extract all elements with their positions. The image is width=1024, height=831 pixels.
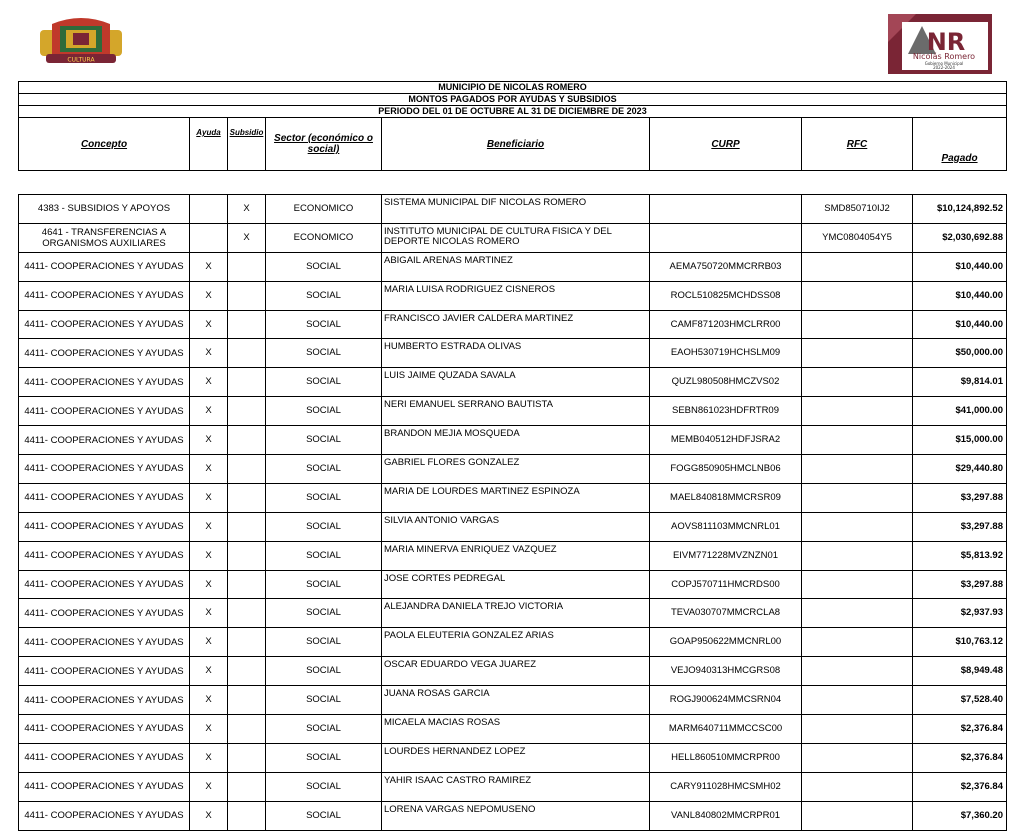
cell-beneficiario: MARIA MINERVA ENRIQUEZ VAZQUEZ	[382, 541, 650, 570]
cell-pagado: $41,000.00	[913, 397, 1007, 426]
cell-beneficiario: HUMBERTO ESTRADA OLIVAS	[382, 339, 650, 368]
cell-rfc	[802, 772, 913, 801]
cell-pagado: $2,376.84	[913, 772, 1007, 801]
cell-ayuda: X	[190, 686, 228, 715]
cell-ayuda: X	[190, 570, 228, 599]
cell-subsidio	[228, 743, 266, 772]
col-header-pagado: Pagado	[913, 118, 1007, 171]
cell-beneficiario: MARIA DE LOURDES MARTINEZ ESPINOZA	[382, 483, 650, 512]
cell-ayuda: X	[190, 801, 228, 830]
cell-subsidio	[228, 426, 266, 455]
cell-curp: FOGG850905HMCLNB06	[650, 455, 802, 484]
table-row	[19, 715, 1007, 744]
cell-curp: VEJO940313HMCGRS08	[650, 657, 802, 686]
report-period-title: PERIODO DEL 01 DE OCTUBRE AL 31 DE DICIEMBRE DE 2023	[19, 106, 1007, 118]
cell-sector: SOCIAL	[266, 252, 382, 281]
cell-sector: SOCIAL	[266, 310, 382, 339]
cell-concepto: 4411- COOPERACIONES Y AYUDAS	[19, 599, 190, 628]
cell-concepto: 4411- COOPERACIONES Y AYUDAS	[19, 368, 190, 397]
cell-curp: VANL840802MMCRPR01	[650, 801, 802, 830]
cell-subsidio	[228, 772, 266, 801]
cell-beneficiario: GABRIEL FLORES GONZALEZ	[382, 455, 650, 484]
cell-subsidio	[228, 252, 266, 281]
cell-pagado: $50,000.00	[913, 339, 1007, 368]
cell-rfc	[802, 628, 913, 657]
report-municipality-title: MUNICIPIO DE NICOLAS ROMERO	[19, 82, 1007, 94]
table-row	[19, 195, 1007, 224]
cell-subsidio: X	[228, 223, 266, 252]
cell-curp: EIVM771228MVZNZN01	[650, 541, 802, 570]
cell-ayuda: X	[190, 397, 228, 426]
cell-subsidio	[228, 455, 266, 484]
table-row	[19, 772, 1007, 801]
cell-curp: MEMB040512HDFJSRA2	[650, 426, 802, 455]
cell-curp: MAEL840818MMCRSR09	[650, 483, 802, 512]
cell-ayuda: X	[190, 628, 228, 657]
report-subject-title: MONTOS PAGADOS POR AYUDAS Y SUBSIDIOS	[19, 94, 1007, 106]
cell-curp: ROCL510825MCHDSS08	[650, 281, 802, 310]
cell-ayuda: X	[190, 743, 228, 772]
svg-text:Gobierno Municipal: Gobierno Municipal	[924, 61, 964, 66]
cell-concepto: 4383 - SUBSIDIOS Y APOYOS	[19, 195, 190, 224]
cell-pagado: $5,813.92	[913, 541, 1007, 570]
cell-beneficiario: YAHIR ISAAC CASTRO RAMIREZ	[382, 772, 650, 801]
cell-beneficiario: FRANCISCO JAVIER CALDERA MARTINEZ	[382, 310, 650, 339]
table-row	[19, 570, 1007, 599]
cell-sector: SOCIAL	[266, 397, 382, 426]
cell-subsidio	[228, 715, 266, 744]
table-row	[19, 599, 1007, 628]
cell-concepto: 4411- COOPERACIONES Y AYUDAS	[19, 570, 190, 599]
cell-concepto: 4411- COOPERACIONES Y AYUDAS	[19, 512, 190, 541]
cell-beneficiario: SILVIA ANTONIO VARGAS	[382, 512, 650, 541]
cell-sector: SOCIAL	[266, 657, 382, 686]
cell-pagado: $29,440.80	[913, 455, 1007, 484]
table-row	[19, 339, 1007, 368]
cell-sector: SOCIAL	[266, 715, 382, 744]
cell-curp: ROGJ900624MMCSRN04	[650, 686, 802, 715]
cell-ayuda: X	[190, 281, 228, 310]
table-row	[19, 483, 1007, 512]
cell-subsidio	[228, 397, 266, 426]
table-row	[19, 455, 1007, 484]
cell-subsidio	[228, 512, 266, 541]
cell-beneficiario: LUIS JAIME QUZADA SAVALA	[382, 368, 650, 397]
cell-rfc	[802, 397, 913, 426]
cell-rfc	[802, 570, 913, 599]
cell-pagado: $10,124,892.52	[913, 195, 1007, 224]
cell-beneficiario: JUANA ROSAS GARCIA	[382, 686, 650, 715]
cell-ayuda: X	[190, 368, 228, 397]
cell-rfc	[802, 715, 913, 744]
svg-text:CULTURA: CULTURA	[67, 56, 95, 64]
cell-subsidio	[228, 483, 266, 512]
cell-rfc	[802, 512, 913, 541]
cell-pagado: $2,030,692.88	[913, 223, 1007, 252]
table-row	[19, 801, 1007, 830]
cell-curp: SEBN861023HDFRTR09	[650, 397, 802, 426]
cell-pagado: $15,000.00	[913, 426, 1007, 455]
cell-pagado: $3,297.88	[913, 483, 1007, 512]
cell-ayuda	[190, 195, 228, 224]
cell-sector: ECONOMICO	[266, 195, 382, 224]
cell-rfc	[802, 801, 913, 830]
cell-concepto: 4411- COOPERACIONES Y AYUDAS	[19, 541, 190, 570]
table-row	[19, 223, 1007, 252]
cell-ayuda: X	[190, 426, 228, 455]
cell-ayuda: X	[190, 310, 228, 339]
table-row	[19, 397, 1007, 426]
cell-ayuda	[190, 223, 228, 252]
cell-beneficiario: OSCAR EDUARDO VEGA JUAREZ	[382, 657, 650, 686]
cell-pagado: $10,763.12	[913, 628, 1007, 657]
cell-pagado: $3,297.88	[913, 570, 1007, 599]
cell-concepto: 4411- COOPERACIONES Y AYUDAS	[19, 801, 190, 830]
cell-subsidio	[228, 570, 266, 599]
payments-table	[18, 194, 1007, 831]
cell-sector: SOCIAL	[266, 339, 382, 368]
cell-ayuda: X	[190, 772, 228, 801]
table-row	[19, 426, 1007, 455]
cell-curp	[650, 195, 802, 224]
cell-beneficiario: JOSE CORTES PEDREGAL	[382, 570, 650, 599]
svg-text:Nicolás Romero: Nicolás Romero	[912, 52, 976, 61]
cell-beneficiario: MARIA LUISA RODRIGUEZ CISNEROS	[382, 281, 650, 310]
cell-rfc	[802, 310, 913, 339]
cell-sector: SOCIAL	[266, 628, 382, 657]
cell-subsidio	[228, 686, 266, 715]
col-header-beneficiario: Beneficiario	[382, 118, 650, 171]
cell-concepto: 4411- COOPERACIONES Y AYUDAS	[19, 339, 190, 368]
cell-rfc: YMC0804054Y5	[802, 223, 913, 252]
cell-curp	[650, 223, 802, 252]
cell-subsidio	[228, 310, 266, 339]
cell-beneficiario: LOURDES HERNANDEZ LOPEZ	[382, 743, 650, 772]
cell-curp: EAOH530719HCHSLM09	[650, 339, 802, 368]
cell-pagado: $2,937.93	[913, 599, 1007, 628]
cell-ayuda: X	[190, 483, 228, 512]
col-header-concepto: Concepto	[19, 118, 190, 171]
cell-pagado: $3,297.88	[913, 512, 1007, 541]
cell-curp: HELL860510MMCRPR00	[650, 743, 802, 772]
cell-rfc	[802, 686, 913, 715]
cell-subsidio	[228, 599, 266, 628]
table-row	[19, 743, 1007, 772]
cell-concepto: 4411- COOPERACIONES Y AYUDAS	[19, 310, 190, 339]
svg-text:NR: NR	[926, 28, 966, 56]
cell-rfc: SMD850710IJ2	[802, 195, 913, 224]
cell-subsidio: X	[228, 195, 266, 224]
cell-beneficiario: ALEJANDRA DANIELA TREJO VICTORIA	[382, 599, 650, 628]
col-header-curp: CURP	[650, 118, 802, 171]
cell-curp: MARM640711MMCCSC00	[650, 715, 802, 744]
cell-beneficiario: BRANDON MEJIA MOSQUEDA	[382, 426, 650, 455]
cell-subsidio	[228, 628, 266, 657]
cell-concepto: 4411- COOPERACIONES Y AYUDAS	[19, 686, 190, 715]
cell-sector: SOCIAL	[266, 570, 382, 599]
cell-pagado: $7,528.40	[913, 686, 1007, 715]
cell-subsidio	[228, 541, 266, 570]
cell-rfc	[802, 426, 913, 455]
cell-concepto: 4411- COOPERACIONES Y AYUDAS	[19, 426, 190, 455]
cell-subsidio	[228, 801, 266, 830]
col-header-rfc: RFC	[802, 118, 913, 171]
table-row	[19, 628, 1007, 657]
cell-concepto: 4411- COOPERACIONES Y AYUDAS	[19, 483, 190, 512]
cell-ayuda: X	[190, 599, 228, 628]
cell-concepto: 4411- COOPERACIONES Y AYUDAS	[19, 455, 190, 484]
cell-ayuda: X	[190, 657, 228, 686]
table-row	[19, 512, 1007, 541]
cell-sector: ECONOMICO	[266, 223, 382, 252]
cell-sector: SOCIAL	[266, 281, 382, 310]
cell-pagado: $2,376.84	[913, 715, 1007, 744]
municipal-crest-logo	[38, 14, 124, 66]
cell-rfc	[802, 541, 913, 570]
administration-logo	[888, 14, 992, 74]
cell-curp: COPJ570711HMCRDS00	[650, 570, 802, 599]
cell-rfc	[802, 599, 913, 628]
cell-pagado: $10,440.00	[913, 281, 1007, 310]
cell-rfc	[802, 252, 913, 281]
cell-rfc	[802, 368, 913, 397]
cell-rfc	[802, 657, 913, 686]
cell-curp: AEMA750720MMCRRB03	[650, 252, 802, 281]
cell-concepto: 4411- COOPERACIONES Y AYUDAS	[19, 252, 190, 281]
cell-ayuda: X	[190, 512, 228, 541]
cell-pagado: $2,376.84	[913, 743, 1007, 772]
cell-sector: SOCIAL	[266, 686, 382, 715]
col-header-subsidio: Subsidio	[228, 118, 266, 171]
cell-concepto: 4411- COOPERACIONES Y AYUDAS	[19, 281, 190, 310]
cell-sector: SOCIAL	[266, 541, 382, 570]
cell-rfc	[802, 743, 913, 772]
table-row	[19, 252, 1007, 281]
cell-sector: SOCIAL	[266, 772, 382, 801]
cell-ayuda: X	[190, 455, 228, 484]
table-row	[19, 281, 1007, 310]
cell-sector: SOCIAL	[266, 743, 382, 772]
cell-ayuda: X	[190, 252, 228, 281]
cell-subsidio	[228, 339, 266, 368]
cell-ayuda: X	[190, 541, 228, 570]
cell-subsidio	[228, 368, 266, 397]
cell-beneficiario: SISTEMA MUNICIPAL DIF NICOLAS ROMERO	[382, 195, 650, 224]
cell-pagado: $8,949.48	[913, 657, 1007, 686]
cell-sector: SOCIAL	[266, 483, 382, 512]
cell-rfc	[802, 483, 913, 512]
col-header-ayuda: Ayuda	[190, 118, 228, 171]
cell-sector: SOCIAL	[266, 512, 382, 541]
cell-pagado: $7,360.20	[913, 801, 1007, 830]
payments-table-body	[19, 195, 1007, 831]
cell-pagado: $10,440.00	[913, 252, 1007, 281]
svg-text:2022-2024: 2022-2024	[933, 65, 955, 70]
cell-curp: QUZL980508HMCZVS02	[650, 368, 802, 397]
cell-concepto: 4411- COOPERACIONES Y AYUDAS	[19, 715, 190, 744]
cell-beneficiario: ABIGAIL ARENAS MARTINEZ	[382, 252, 650, 281]
table-row	[19, 686, 1007, 715]
cell-concepto: 4411- COOPERACIONES Y AYUDAS	[19, 397, 190, 426]
table-row	[19, 368, 1007, 397]
cell-sector: SOCIAL	[266, 801, 382, 830]
cell-concepto: 4641 - TRANSFERENCIAS A ORGANISMOS AUXILIARES	[19, 223, 190, 252]
cell-curp: CAMF871203HMCLRR00	[650, 310, 802, 339]
cell-ayuda: X	[190, 339, 228, 368]
cell-sector: SOCIAL	[266, 368, 382, 397]
cell-subsidio	[228, 657, 266, 686]
col-header-sector: Sector (económico o social)	[266, 118, 382, 171]
cell-curp: AOVS811103MMCNRL01	[650, 512, 802, 541]
cell-curp: TEVA030707MMCRCLA8	[650, 599, 802, 628]
cell-beneficiario: MICAELA MACIAS ROSAS	[382, 715, 650, 744]
table-row	[19, 310, 1007, 339]
table-row	[19, 657, 1007, 686]
cell-beneficiario: NERI EMANUEL SERRANO BAUTISTA	[382, 397, 650, 426]
cell-beneficiario: INSTITUTO MUNICIPAL DE CULTURA FISICA Y DEL DEPORTE NICOLAS ROMERO	[382, 223, 650, 252]
cell-concepto: 4411- COOPERACIONES Y AYUDAS	[19, 657, 190, 686]
cell-rfc	[802, 455, 913, 484]
cell-sector: SOCIAL	[266, 426, 382, 455]
cell-curp: CARY911028HMCSMH02	[650, 772, 802, 801]
cell-beneficiario: LORENA VARGAS NEPOMUSENO	[382, 801, 650, 830]
cell-pagado: $10,440.00	[913, 310, 1007, 339]
cell-rfc	[802, 339, 913, 368]
cell-concepto: 4411- COOPERACIONES Y AYUDAS	[19, 628, 190, 657]
table-row	[19, 541, 1007, 570]
cell-beneficiario: PAOLA ELEUTERIA GONZALEZ ARIAS	[382, 628, 650, 657]
cell-sector: SOCIAL	[266, 455, 382, 484]
cell-sector: SOCIAL	[266, 599, 382, 628]
cell-concepto: 4411- COOPERACIONES Y AYUDAS	[19, 743, 190, 772]
cell-curp: GOAP950622MMCNRL00	[650, 628, 802, 657]
cell-ayuda: X	[190, 715, 228, 744]
cell-subsidio	[228, 281, 266, 310]
cell-rfc	[802, 281, 913, 310]
report-header-table	[18, 81, 1007, 171]
cell-pagado: $9,814.01	[913, 368, 1007, 397]
cell-concepto: 4411- COOPERACIONES Y AYUDAS	[19, 772, 190, 801]
